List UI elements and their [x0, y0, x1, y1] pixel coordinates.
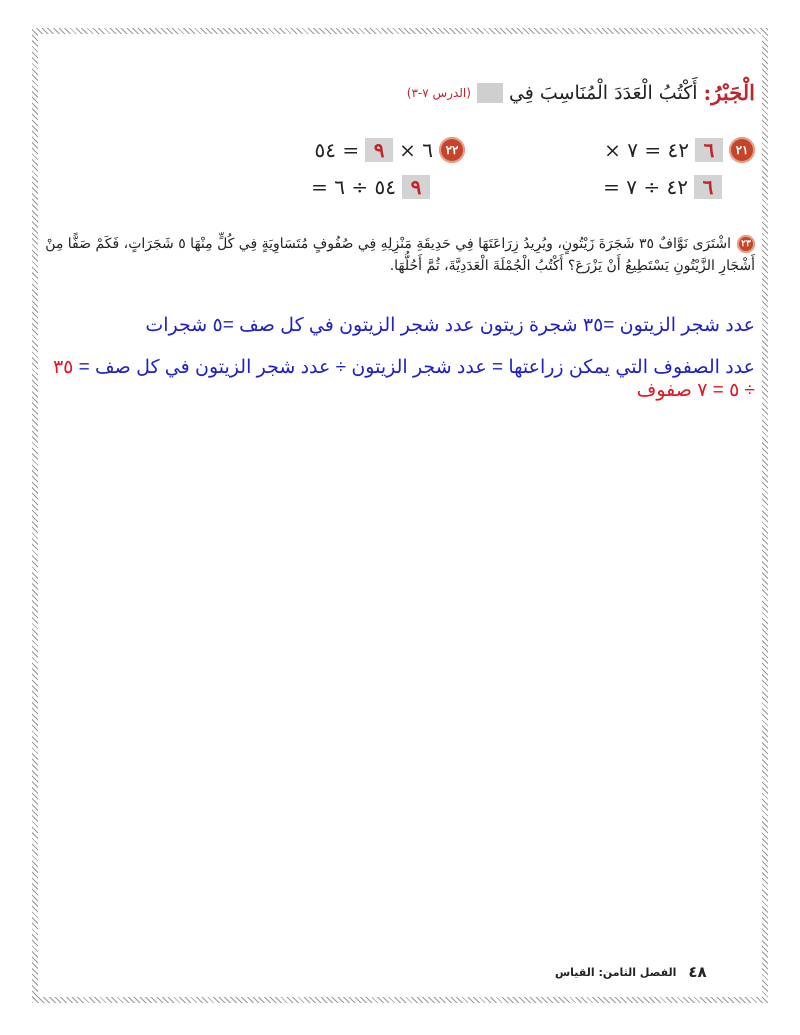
- blank-box-icon: [477, 83, 503, 103]
- word-problem-23: [43, 233, 755, 277]
- answer-box: ٩: [402, 175, 430, 199]
- exercise-21-line-2: [603, 175, 722, 199]
- equation-text: ٥٤ ÷ ٦ =: [311, 175, 396, 199]
- answer-line-2-text: عدد الصفوف التي يمكن زراعتها = عدد شجر الزيتون ÷ عدد شجر الزيتون في كل صف =: [78, 357, 755, 378]
- equation-text: ٦ ×: [399, 138, 433, 162]
- exercise-number-badge: ٢٣: [737, 235, 755, 253]
- chapter-title: الفصل الثامن: القياس: [555, 965, 677, 979]
- word-problem-text: اشْتَرَى نَوَّافٌ ٣٥ شَجَرَةَ زَيْتُونٍ، ويُرِيدُ زِرَاعَتَهَا فِي حَدِيقَةِ مَنْزِلِهِ فِي صُفُوفٍ مُتَسَاوِيَةٍ فِي كُلٍّ مِنْهَا ٥ شَجَرَاتٍ، فَكَمْ صَفًّا مِنْ أَشْجَارِ الزَّيْتُونِ يَسْتَطِيعُ أَنْ يَزْرَعَ؟ أَكْتُبُ الْجُمْلَةَ الْعَدَدِيَّةَ، ثُمَّ أَحُلُّهَا.: [45, 236, 755, 274]
- exercise-21-line-1: [604, 137, 755, 163]
- section-heading: [407, 80, 755, 105]
- equation-text: = ٥٤: [314, 138, 360, 162]
- section-label: الْجَبْرُ:: [703, 80, 755, 105]
- answer-result: ٣٥ ÷ ٥ = ٧ صفوف: [52, 357, 755, 401]
- answer-box: ٦: [695, 138, 723, 162]
- page-footer: [555, 963, 707, 981]
- answer-box: ٦: [694, 175, 722, 199]
- equation-text: ٤٢ ÷ ٧ =: [603, 175, 688, 199]
- page-number: ٤٨: [688, 963, 707, 981]
- equation-text: ٤٢ = ٧ ×: [604, 138, 689, 162]
- exercise-22-line-1: [315, 137, 465, 163]
- exercise-22-line-2: [311, 175, 430, 199]
- answer-box: ٩: [365, 138, 393, 162]
- answer-line-2: [43, 356, 755, 402]
- section-instruction: أَكْتُبُ الْعَدَدَ الْمُنَاسِبَ فِي: [508, 81, 698, 104]
- answer-line-1: عدد شجر الزيتون =٣٥ شجرة زيتون عدد شجر الزيتون في كل صف =٥ شجرات: [145, 315, 755, 336]
- exercise-number-badge: ٢٢: [439, 137, 465, 163]
- lesson-reference: (الدرس ٧-٣): [406, 85, 471, 100]
- exercise-number-badge: ٢١: [729, 137, 755, 163]
